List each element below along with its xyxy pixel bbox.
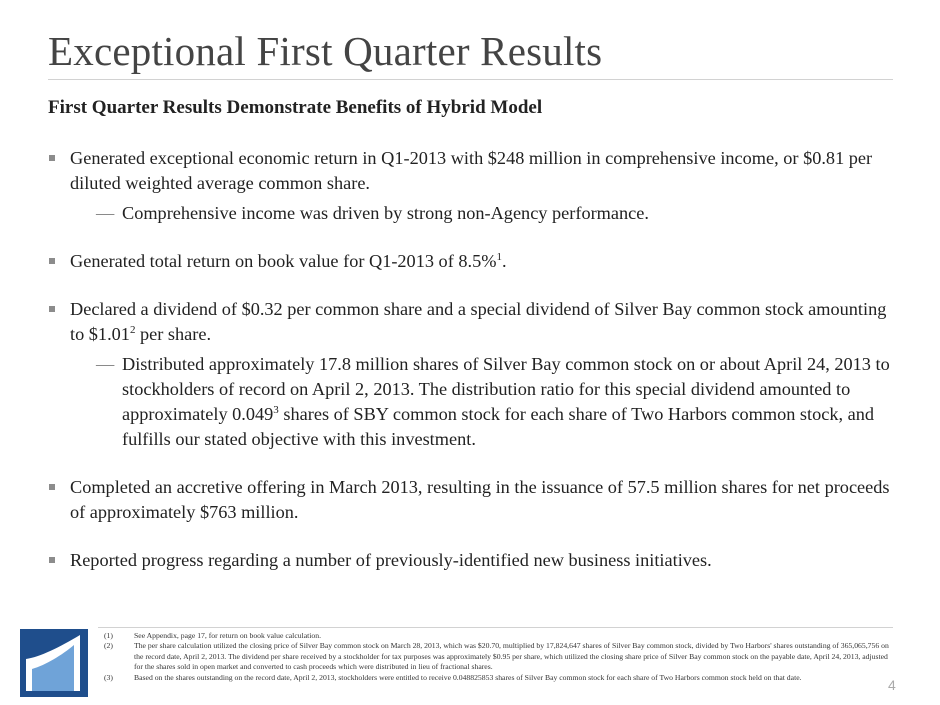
- footnote: [104, 641, 896, 672]
- text-segment: .: [501, 251, 507, 271]
- footnote-number: (2): [104, 641, 113, 651]
- footnote-text: The per share calculation utilized the closing price of Silver Bay common stock on March 28, 2013, which was $20.70, multiplied by 17,824,647 shares of Silver Bay common stock, divided by Two Harbors' shares outstanding of 365,065,756 on the record date, April 2, 2013. The dividend per share received by a stockholder for tax purposes was approximately $0.95 per share, which utilized the closing share price of Silver Bay common stock on the payable date, April 24, 2013, adjusted for the shares sold in open market and converted to cash proceeds which were distributed in lieu of fractional shares.: [134, 641, 889, 672]
- square-bullet-icon: [49, 557, 55, 563]
- text-segment: shares of SBY common stock for each share of Two Harbors common stock, and fulfills our stated objective with this investment.: [122, 404, 875, 449]
- bullet-list: [48, 146, 898, 596]
- bullet-body: [70, 249, 898, 274]
- section-subtitle: First Quarter Results Demonstrate Benefits of Hybrid Model: [48, 97, 543, 118]
- text-segment: Distributed approximately 17.8 million shares of Silver Bay common stock on or about April 24, 2013 to stockholders of record on April 2, 2013. The distribution ratio for this special dividend amounted to approximately 0.049: [122, 354, 890, 424]
- text-segment: Generated total return on book value for Q1-2013 of 8.5%: [70, 251, 497, 271]
- footnote: [104, 673, 896, 683]
- square-bullet-icon: [49, 258, 55, 264]
- bullet-item: [48, 548, 898, 573]
- footnote-ref: 3: [273, 403, 279, 416]
- sub-bullet-item: [70, 352, 898, 452]
- bullet-body: [70, 548, 898, 573]
- bullet-body: [70, 297, 898, 347]
- text-segment: per share.: [135, 324, 212, 344]
- bullet-body: [70, 475, 898, 525]
- title-divider: [48, 79, 893, 80]
- bullet-body: [70, 146, 898, 196]
- square-bullet-icon: [49, 155, 55, 161]
- bullet-text: Completed an accretive offering in March 2013, resulting in the issuance of 57.5 million shares for net proceeds of approximately $763 million.: [70, 477, 890, 522]
- bullet-item: [48, 297, 898, 452]
- square-bullet-icon: [49, 484, 55, 490]
- footnote-number: (1): [104, 631, 113, 640]
- bullet-text: Reported progress regarding a number of previously-identified new business initiatives.: [70, 550, 712, 570]
- dash-bullet-icon: —: [96, 354, 115, 374]
- page-number: 4: [888, 677, 896, 693]
- footnotes: [104, 631, 896, 683]
- footnote-ref: 1: [496, 250, 502, 263]
- footnote-number: (3): [104, 672, 113, 682]
- footnote: [104, 631, 896, 641]
- page-title: Exceptional First Quarter Results: [48, 28, 603, 74]
- bullet-item: [48, 475, 898, 525]
- sub-bullet-item: [70, 201, 898, 226]
- sub-bullet-body: [122, 352, 898, 452]
- text-segment: Comprehensive income was driven by strong non-Agency performance.: [122, 203, 649, 223]
- sub-bullet-list: [70, 352, 898, 452]
- bullet-item: [48, 249, 898, 274]
- footnote-ref: 2: [129, 323, 136, 336]
- bullet-text: Generated exceptional economic return in Q1-2013 with $248 million in comprehensive income, or $0.81 per diluted weighted average common share.: [70, 148, 873, 193]
- sub-bullet-list: [70, 201, 898, 226]
- bullet-item: [48, 146, 898, 226]
- dash-bullet-icon: —: [96, 203, 115, 223]
- footer-divider: [98, 627, 893, 628]
- text-segment: Declared a dividend of $0.32 per common share and a special dividend of Silver Bay common stock amounting to $1.01: [70, 299, 887, 344]
- square-bullet-icon: [49, 306, 55, 312]
- company-logo: [20, 629, 88, 697]
- sub-bullet-body: [122, 201, 898, 226]
- footnote-text: Based on the shares outstanding on the record date, April 2, 2013, stockholders were entitled to receive 0.048825853 shares of Silver Bay common stock for each share of Two Harbors common stock held on that date.: [134, 672, 802, 682]
- footnote-text: See Appendix, page 17, for return on book value calculation.: [134, 631, 322, 640]
